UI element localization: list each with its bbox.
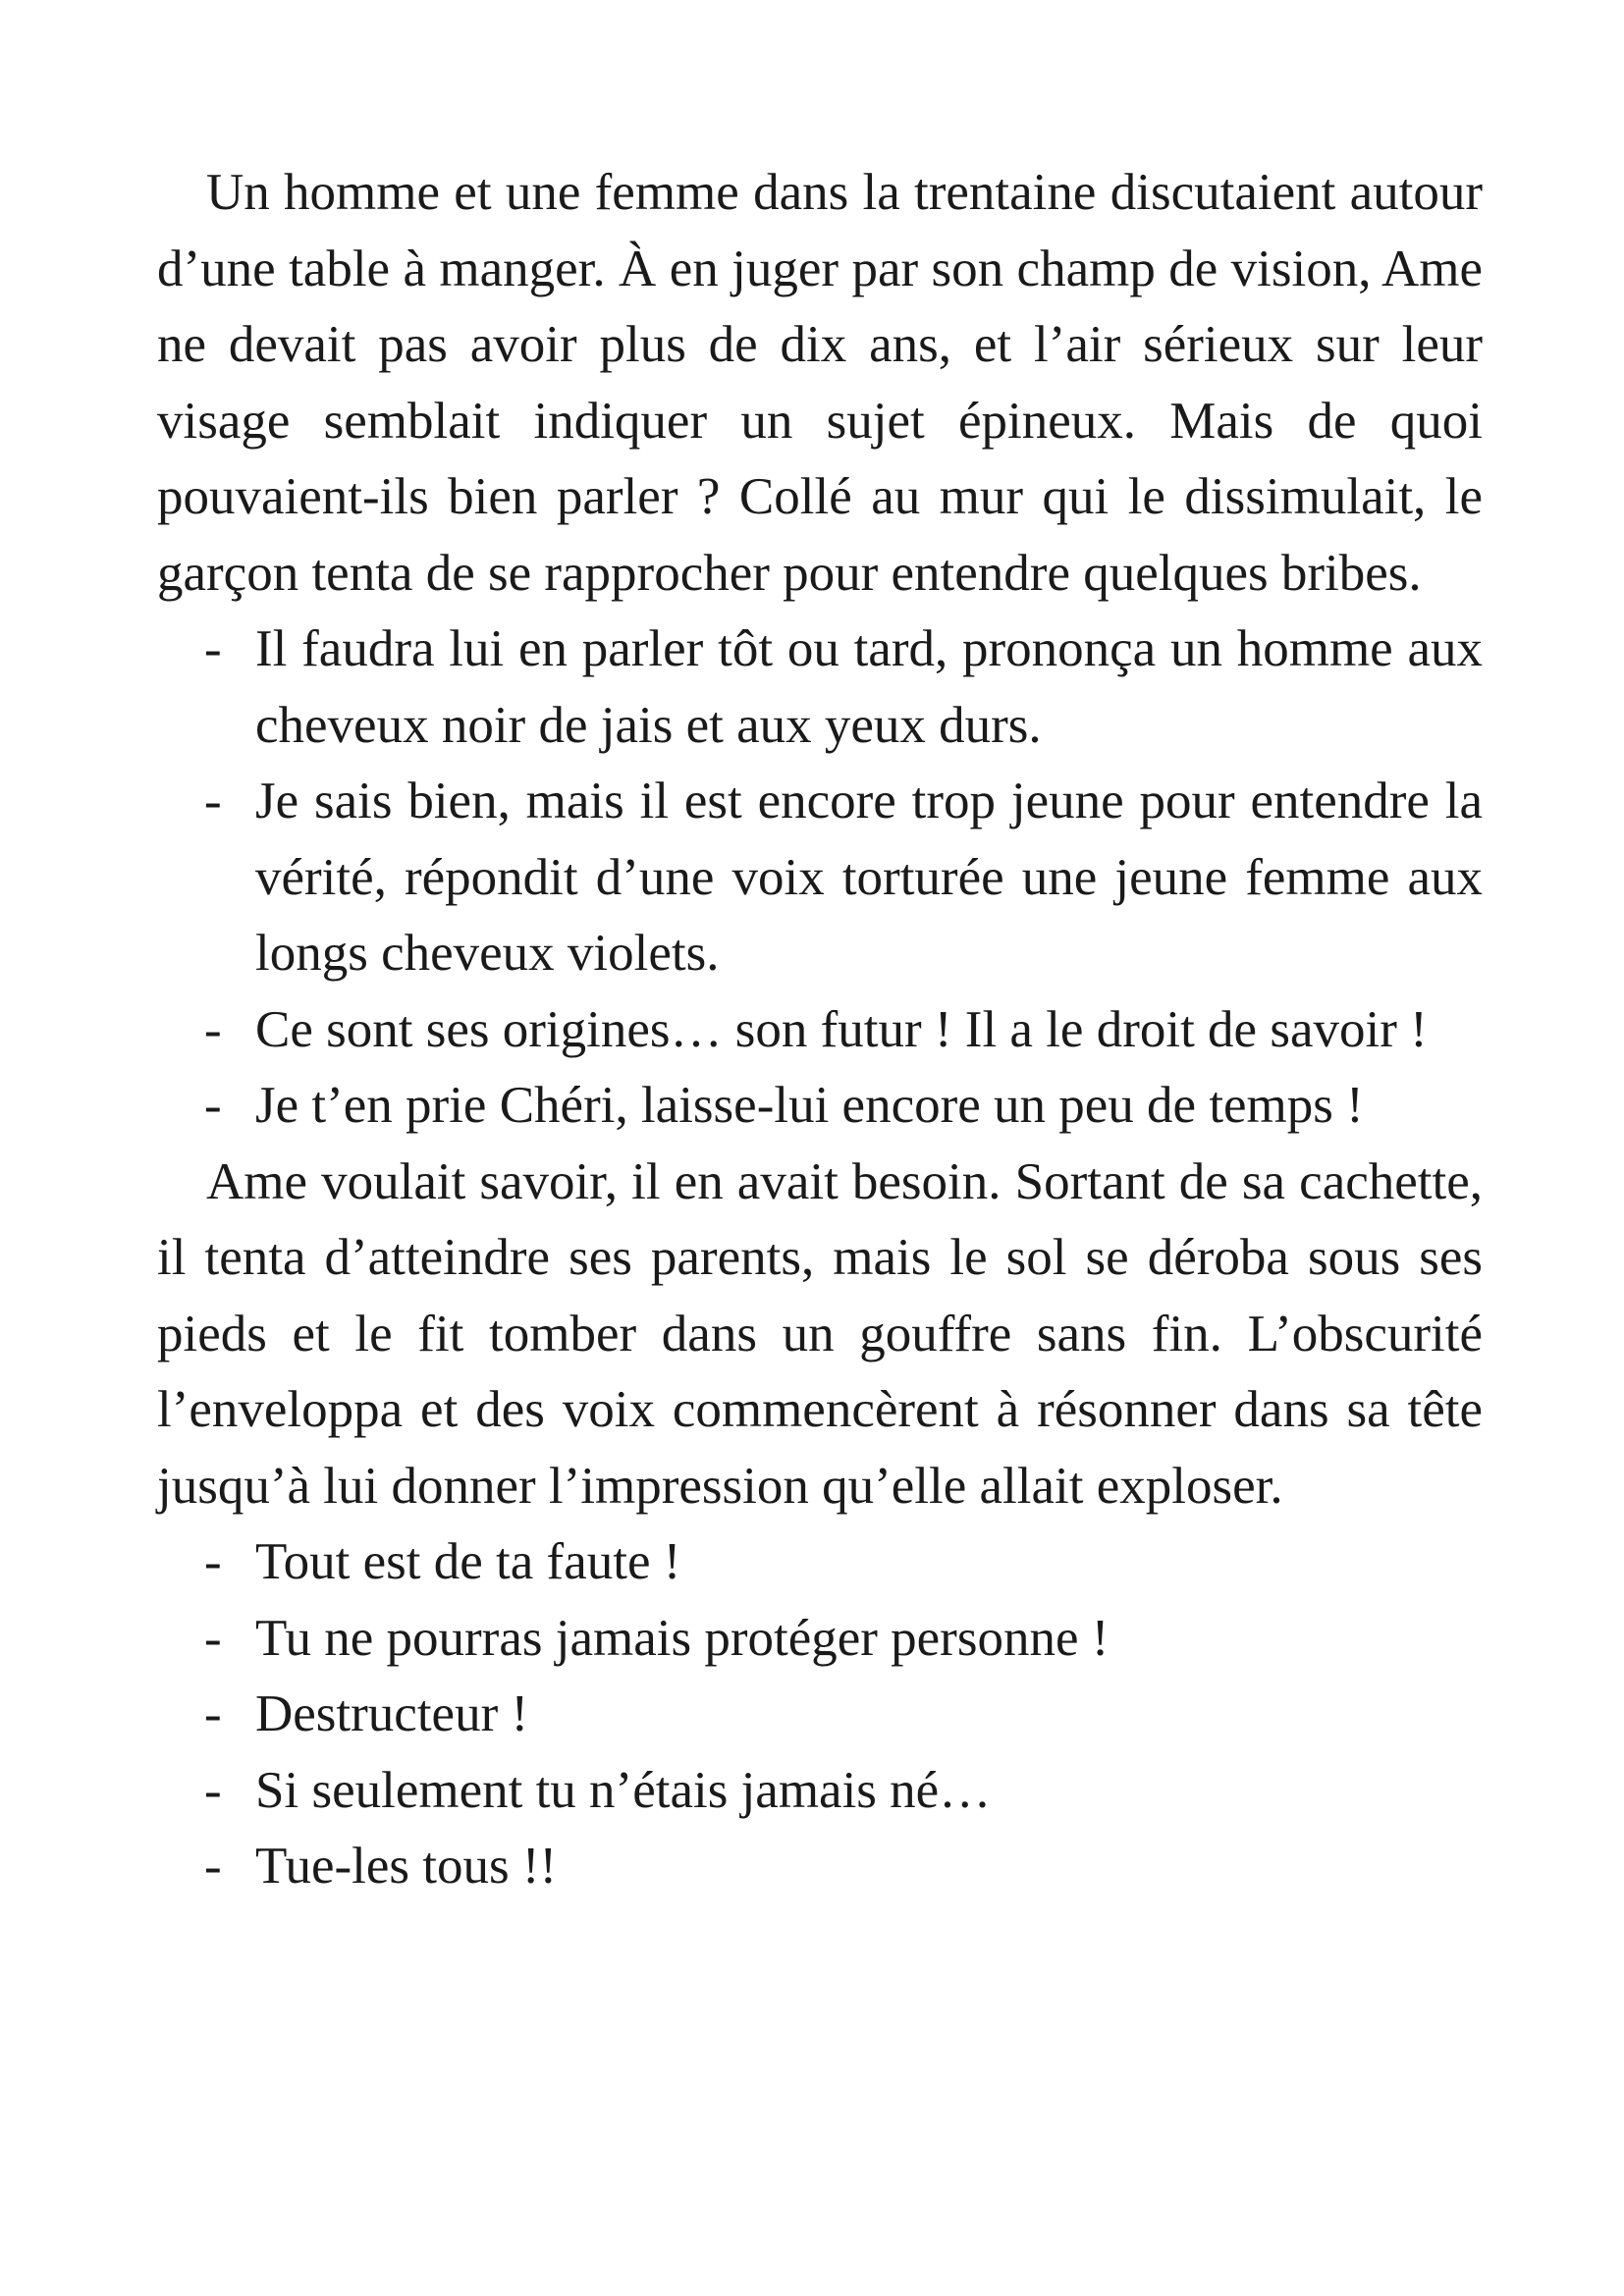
- dialogue-dash: -: [204, 773, 222, 829]
- dialogue-line: [157, 1601, 1483, 1678]
- dialogue-line: [157, 764, 1483, 992]
- dialogue-text: Destructeur !: [255, 1685, 529, 1742]
- dialogue-dash: -: [204, 1533, 222, 1590]
- dialogue-line: [157, 612, 1483, 764]
- dialogue-dash: -: [204, 1000, 222, 1058]
- dialogue-dash: -: [204, 1609, 222, 1667]
- dialogue-line: [157, 1829, 1483, 1905]
- dialogue-line: [157, 1524, 1483, 1601]
- dialogue-line: [157, 1677, 1483, 1753]
- dialogue-text: Je t’en prie Chéri, laisse-lui encore un peu de temps !: [255, 1077, 1364, 1134]
- narrative-paragraph: Ame voulait savoir, il en avait besoin. Sortant de sa cachette, il tenta d’atteindre ses parents, mais le sol se déroba sous ses pieds et le fit tomber dans un gouffre sans fin. L’obscurité l’enveloppa et des voix commencèrent à résonner dans sa tête jusqu’à lui donner l’impression qu’elle allait exploser.: [157, 1152, 1483, 1515]
- dialogue-line: [157, 1068, 1483, 1145]
- dialogue-text: Je sais bien, mais il est encore trop jeune pour entendre la vérité, répondit d’une voix torturée une jeune femme aux longs cheveux violets.: [255, 773, 1483, 982]
- dialogue-text: Tue-les tous !!: [255, 1838, 558, 1895]
- dialogue-text: Tu ne pourras jamais protéger personne !: [255, 1609, 1110, 1667]
- dialogue-text: Si seulement tu n’étais jamais né…: [255, 1761, 992, 1819]
- dialogue-line: [157, 1753, 1483, 1830]
- dialogue-text: Il faudra lui en parler tôt ou tard, prononça un homme aux cheveux noir de jais et aux yeux durs.: [255, 620, 1483, 754]
- dialogue-text: Ce sont ses origines… son futur ! Il a le droit de savoir !: [255, 1000, 1428, 1058]
- text-block: [157, 155, 1483, 1905]
- narrative-paragraph: Un homme et une femme dans la trentaine discutaient autour d’une table à manger. À en juger par son champ de vision, Ame ne devait pas avoir plus de dix ans, et l’air sérieux sur leur visage semblait indiquer un sujet épineux. Mais de quoi pouvaient-ils bien parler ? Collé au mur qui le dissimulait, le garçon tenta de se rapprocher pour entendre quelques bribes.: [157, 164, 1483, 602]
- dialogue-dash: -: [204, 620, 222, 677]
- dialogue-line: [157, 992, 1483, 1069]
- dialogue-dash: -: [204, 1077, 222, 1134]
- dialogue-dash: -: [204, 1761, 222, 1819]
- dialogue-text: Tout est de ta faute !: [255, 1533, 681, 1590]
- dialogue-dash: -: [204, 1685, 222, 1742]
- dialogue-dash: -: [204, 1838, 222, 1895]
